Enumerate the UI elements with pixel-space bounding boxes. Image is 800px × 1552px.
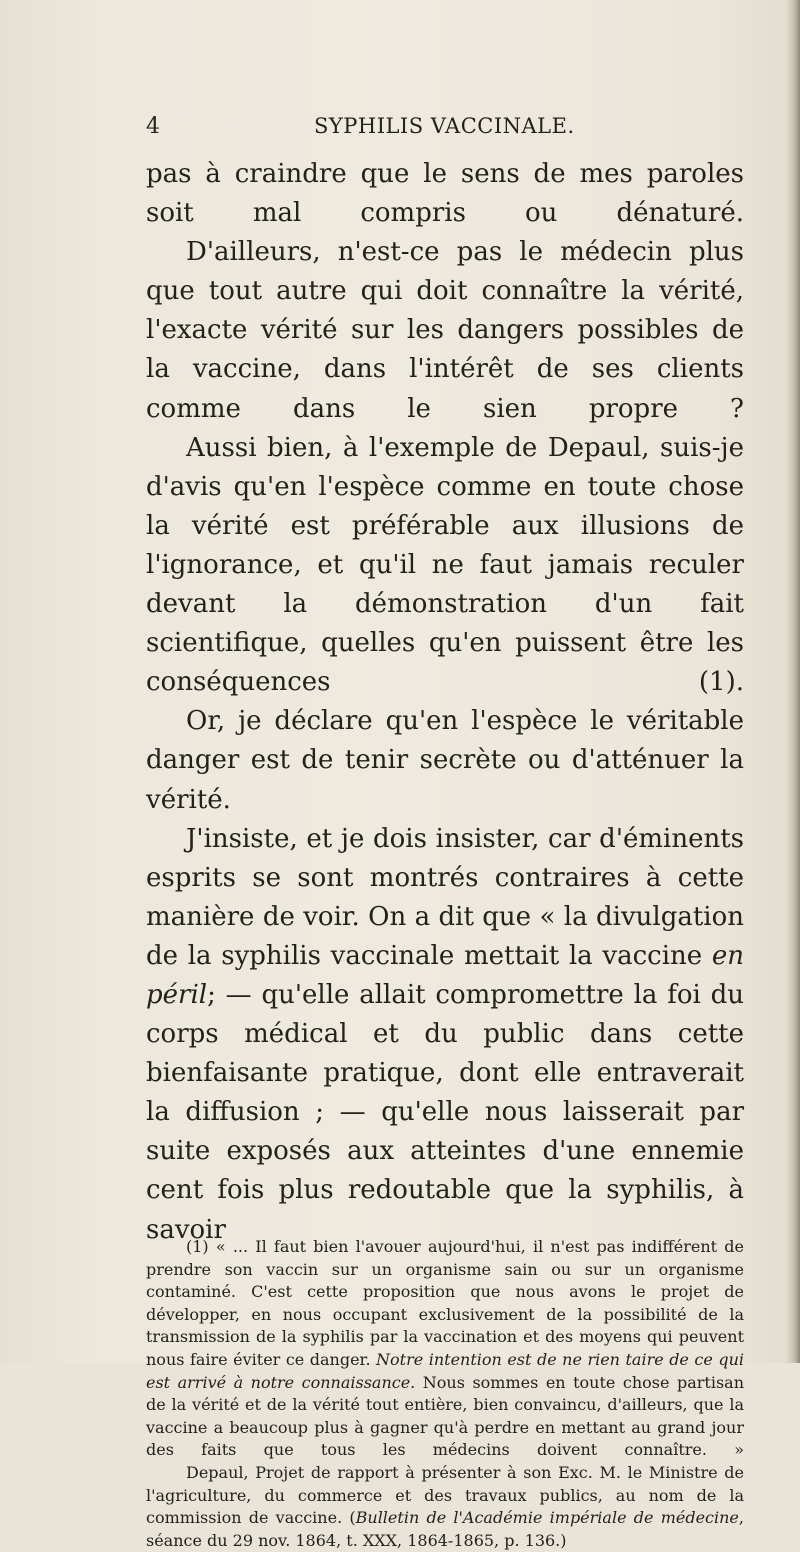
footnote: [146, 1236, 744, 1552]
running-title: SYPHILIS VACCINALE.: [314, 114, 575, 138]
paragraph-3-text: Aussi bien, à l'exemple de Depaul, suis-je d'avis qu'en l'espèce comme en toute chose la vérité est préférable aux illusions de l'ignorance, et qu'il ne faut jamais reculer devant la démonstration d'un fait scientifique, quelles qu'en puissent être les conséquences (1).: [146, 432, 744, 698]
footnote-citation-start: Depaul, Projet de rapport à présenter à son Exc. M. le Ministre de l'agriculture, du commerce et des travaux publics, au nom de la commission de vaccine. (: [146, 1462, 744, 1528]
footnote-quote-start: (1) « ... Il faut bien l'avouer aujourd'hui, il n'est pas indifférent de prendre son vaccin sur un organisme sain ou sur un organisme contaminé. C'est cette proposition que nous avons le projet de développer, en nous occupant exclusivement de la possibilité de la transmission de la syphilis par la vaccination et des moyens qui peuvent nous faire éviter ce danger.: [146, 1237, 744, 1369]
paragraph-1: [146, 155, 744, 233]
main-text: [146, 155, 744, 1250]
paragraph-5-text-start: J'insiste, et je dois insister, car d'éminents esprits se sont montrés contraires à cette manière de voir. On a dit que « la divulgation de la syphilis vaccinale mettait la vaccine: [146, 823, 744, 971]
footnote-citation: [146, 1462, 744, 1552]
paragraph-5: [146, 820, 744, 1250]
paragraph-3: [146, 429, 744, 703]
footnote-quote-end: Nous sommes en toute chose partisan de la vérité et de la vérité tout entière, bien convaincu, d'ailleurs, que la vaccine a beaucoup plus à gagner qu'à perdre en mettant au grand jour des faits que tous les médecins doivent connaître. »: [146, 1372, 745, 1460]
paragraph-2-text: D'ailleurs, n'est-ce pas le médecin plus que tout autre qui doit connaître la vérité, l'exacte vérité sur les dangers possibles de la vaccine, dans l'intérêt de ses clients comme dans le sien propre ?: [146, 237, 744, 424]
page-header: [146, 114, 746, 144]
paragraph-1-text: pas à craindre que le sens de mes paroles soit mal compris ou dénaturé.: [146, 159, 744, 229]
paragraph-4: [146, 702, 744, 819]
footnote-quote-italic: Notre intention est de ne rien taire de ce qui est arrivé à notre connaissance.: [146, 1349, 745, 1392]
footnote-citation-journal: Bulletin de l'Académie impériale de médecine: [355, 1508, 739, 1528]
paragraph-5-text-end: ; — qu'elle allait compromettre la foi du corps médical et du public dans cette bienfaisante pratique, dont elle entraverait la diffusion ; — qu'elle nous laisserait par suite exposés aux atteintes d'une ennemie cent fois plus redoutable que la syphilis, à savoir: [146, 979, 744, 1245]
paragraph-4-text: Or, je déclare qu'en l'espèce le véritable danger est de tenir secrète ou d'atténuer la vérité.: [146, 706, 744, 815]
paragraph-5-italic: en péril: [146, 940, 744, 1010]
page-number: 4: [146, 114, 160, 139]
page-edge-shadow: [786, 0, 800, 1363]
paragraph-2: [146, 233, 744, 428]
footnote-quote: [146, 1236, 744, 1462]
footnote-citation-end: , séance du 29 nov. 1864, t. XXX, 1864-1865, p. 136.): [146, 1508, 744, 1550]
